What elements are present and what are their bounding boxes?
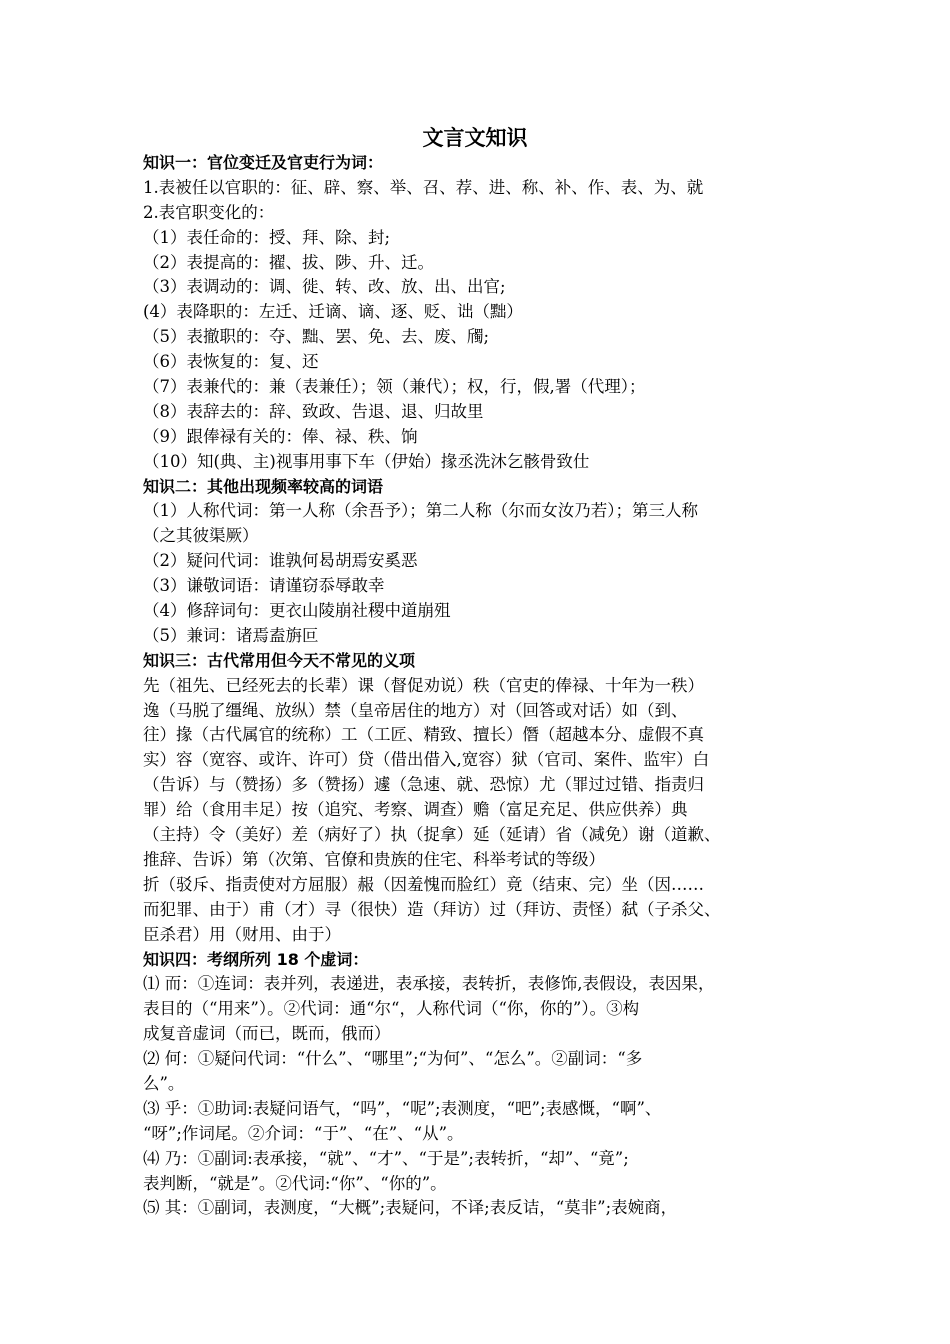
text-line: 往）掾（古代属官的统称）工（工匠、精致、擅长）僭（超越本分、虚假不真: [143, 725, 704, 745]
text-line: （4）修辞词句：更衣山陵崩社稷中道崩殂: [143, 601, 451, 621]
text-line: 臣杀君）用（财用、由于）: [143, 924, 341, 944]
text-line: 表判断，“就是”。②代词:“你”、“你的”。: [143, 1173, 447, 1193]
text-line: 么”。: [143, 1073, 185, 1093]
text-line: ⑷ 乃：①副词:表承接，“就”、“才”、“于是”;表转折，“却”、“竟”;: [143, 1148, 629, 1168]
section-heading: 知识三：古代常用但今天不常见的义项: [143, 650, 416, 670]
document-body: [143, 151, 823, 1221]
text-line: （5）兼词：诸焉盍旃叵: [143, 625, 319, 645]
section-heading: 知识一：官位变迁及官吏行为词：: [143, 153, 384, 172]
text-line: 罪）给（食用丰足）按（追究、考察、调查）赡（富足充足、供应供养）典: [143, 800, 688, 820]
text-line: 而犯罪、由于）甫（才）寻（很快）造（拜访）过（拜访、责怪）弑（子杀父、: [143, 899, 721, 919]
text-line: 成复音虚词（而已，既而，俄而）: [143, 1024, 391, 1044]
text-line: 折（驳斥、指责使对方屈服）赧（因羞愧而脸红）竟（结束、完）坐（因……: [143, 874, 704, 894]
text-line: ⑸ 其：①副词，表测度，“大概”;表疑问，不译;表反诘，“莫非”;表婉商，: [143, 1198, 678, 1218]
text-line: (4）表降职的：左迁、迁谪、谪、逐、贬、诎（黜）: [143, 302, 523, 322]
text-line: （主持）令（美好）差（病好了）执（捉拿）延（延请）省（减免）谢（道歉、: [143, 825, 721, 845]
text-line: 1.表被任以官职的：征、辟、察、举、召、荐、进、称、补、作、表、为、就: [143, 177, 704, 197]
text-line: （2）表提高的：擢、拔、陟、升、迁。: [143, 252, 434, 272]
text-line: ⑴ 而：①连词：表并列，表递进，表承接，表转折，表修饰,表假设，表因果，: [143, 974, 715, 994]
document-title: 文言文知识: [422, 126, 528, 150]
text-line: （5）表撤职的：夺、黜、罢、免、去、废、斶;: [143, 327, 490, 347]
text-line: （3）表调动的：调、徙、转、改、放、出、出官;: [143, 277, 506, 297]
text-line: “呀”;作词尾。②介词：“于”、“在”、“从”。: [143, 1123, 464, 1143]
text-line: ⑵ 何：①疑问代词：“什么”、“哪里”;“为何”、“怎么”。②副词：“多: [143, 1049, 643, 1069]
text-line: 实）容（宽容、或许、许可）贷（借出借入,宽容）狱（官司、案件、监牢）白: [143, 750, 710, 770]
text-line: （8）表辞去的：辞、致政、告退、退、归故里: [143, 401, 484, 421]
text-line: （7）表兼代的：兼（表兼任）；领（兼代）；权，行，假,署（代理）；: [143, 377, 646, 397]
text-line: （之其彼渠厥）: [143, 526, 259, 546]
section-heading: 知识二：其他出现频率较高的词语: [143, 476, 384, 496]
text-line: 逸（马脱了缰绳、放纵）禁（皇帝居住的地方）对（回答或对话）如（到、: [143, 700, 688, 720]
text-line: （1）人称代词：第一人称（余吾予）；第二人称（尔而女汝乃若）；第三人称: [143, 501, 698, 521]
text-line: 表目的（“用来”）。②代词：通“尔“，人称代词（“你，你的”）。③构: [143, 999, 640, 1019]
section-heading: 知识四：考纲所列 18 个虚词：: [143, 949, 369, 969]
text-line: （1）表任命的：授、拜、除、封;: [143, 227, 391, 247]
text-line: （2）疑问代词：谁孰何曷胡焉安奚恶: [143, 551, 418, 571]
text-line: 先（祖先、已经死去的长辈）课（督促劝说）秩（官吏的俸禄、十年为一秩）: [143, 675, 704, 695]
text-line: （告诉）与（赞扬）多（赞扬）遽（急速、就、恐惊）尤（罪过过错、指责归: [143, 775, 704, 795]
text-line: 推辞、告诉）第（次第、官僚和贵族的住宅、科举考试的等级）: [143, 849, 605, 869]
text-line: 2.表官职变化的：: [143, 202, 275, 222]
text-line: （9）跟俸禄有关的：俸、禄、秩、饷: [143, 426, 418, 446]
text-line: ⑶ 乎：①助词:表疑问语气，“吗”，“呢”;表测度，“吧”;表感慨，“啊”、: [143, 1098, 662, 1118]
text-line: （6）表恢复的：复、还: [143, 352, 319, 372]
text-line: （3）谦敬词语：请谨窃忝辱敢幸: [143, 576, 385, 596]
text-line: （10）知(典、主)视事用事下车（伊始）掾丞洗沐乞骸骨致仕: [143, 451, 590, 471]
